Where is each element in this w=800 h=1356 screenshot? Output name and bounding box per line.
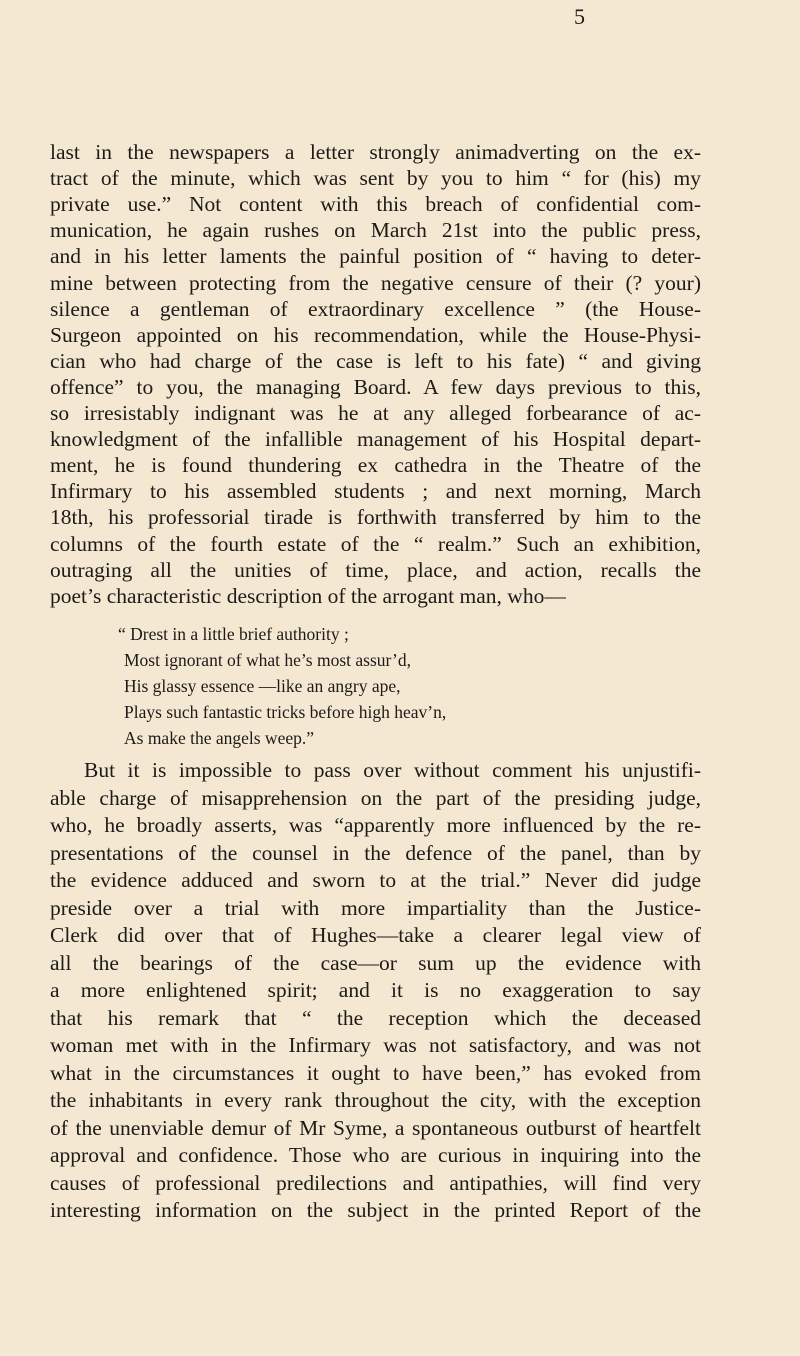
text-line: so irresistably indignant was he at any alleged forbearance of ac- (50, 401, 701, 425)
text-line: the evidence adduced and sworn to at the trial.” Never did judge (50, 868, 701, 892)
quotation-line: “ Drest in a little brief authority ; (118, 624, 349, 644)
text-line: that his remark that “ the reception which the deceased (50, 1005, 701, 1030)
quotation-line: Most ignorant of what he’s most assur’d, (124, 650, 411, 670)
text-line: silence a gentleman of extraordinary excellence ” (the House- (50, 296, 701, 321)
quotation-line: Plays such fantastic tricks before high heav’n, (124, 702, 447, 722)
text-line: But it is impossible to pass over without comment his unjustifi- (84, 758, 701, 782)
text-line: all the bearings of the case—or sum up the evidence with (50, 950, 701, 975)
text-line: woman met with in the Infirmary was not satisfactory, and was not (50, 1033, 701, 1057)
text-line: offence” to you, the managing Board. A few days previous to this, (50, 374, 701, 399)
text-line: presentations of the counsel in the defence of the panel, than by (50, 840, 701, 865)
text-line: approval and confidence. Those who are curious in inquiring into the (50, 1143, 701, 1167)
text-line: Clerk did over that of Hughes—take a clearer legal view of (50, 923, 701, 947)
text-line: causes of professional predilections and antipathies, will find very (50, 1170, 701, 1195)
text-line: ment, he is found thundering ex cathedra in the Theatre of the (50, 453, 701, 478)
text-line: tract of the minute, which was sent by you to him “ for (his) my (50, 166, 701, 191)
text-line: Infirmary to his assembled students ; and next morning, March (50, 479, 701, 504)
text-line: last in the newspapers a letter strongly animadverting on the ex- (50, 140, 701, 164)
text-line: able charge of misapprehension on the part of the presiding judge, (50, 785, 701, 810)
text-line: columns of the fourth estate of the “ realm.” Such an exhibition, (50, 531, 701, 556)
text-line: and in his letter laments the painful position of “ having to deter- (50, 244, 701, 269)
text-line: what in the circumstances it ought to have been,” has evoked from (50, 1060, 701, 1085)
page-number: 5 (574, 4, 585, 29)
quotation-line: His glassy essence —like an angry ape, (124, 676, 401, 696)
text-line: the inhabitants in every rank throughout the city, with the exception (50, 1088, 701, 1112)
text-line: knowledgment of the infallible management of his Hospital depart- (50, 427, 701, 452)
text-line: private use.” Not content with this breach of confidential com- (50, 192, 701, 217)
text-line: who, he broadly asserts, was “apparently more influenced by the re- (50, 813, 701, 837)
text-line: cian who had charge of the case is left to his fate) “ and giving (50, 348, 701, 373)
text-line: 18th, his professorial tirade is forthwith transferred by him to the (50, 505, 701, 530)
text-line: poet’s characteristic description of the arrogant man, who— (50, 583, 566, 608)
text-line: mine between protecting from the negative censure of their (? your) (50, 270, 701, 295)
text-line: preside over a trial with more impartiality than the Justice- (50, 895, 701, 920)
text-line: a more enlightened spirit; and it is no exaggeration to say (50, 978, 701, 1002)
quotation-line: As make the angels weep.” (124, 728, 314, 748)
text-line: Surgeon appointed on his recommendation, while the House-Physi- (50, 322, 701, 347)
text-line: interesting information on the subject in the printed Report of the (50, 1198, 701, 1222)
text-line: of the unenviable demur of Mr Syme, a spontaneous outburst of heartfelt (50, 1115, 701, 1140)
text-line: outraging all the unities of time, place, and action, recalls the (50, 557, 701, 582)
text-line: munication, he again rushes on March 21st into the public press, (50, 218, 701, 243)
